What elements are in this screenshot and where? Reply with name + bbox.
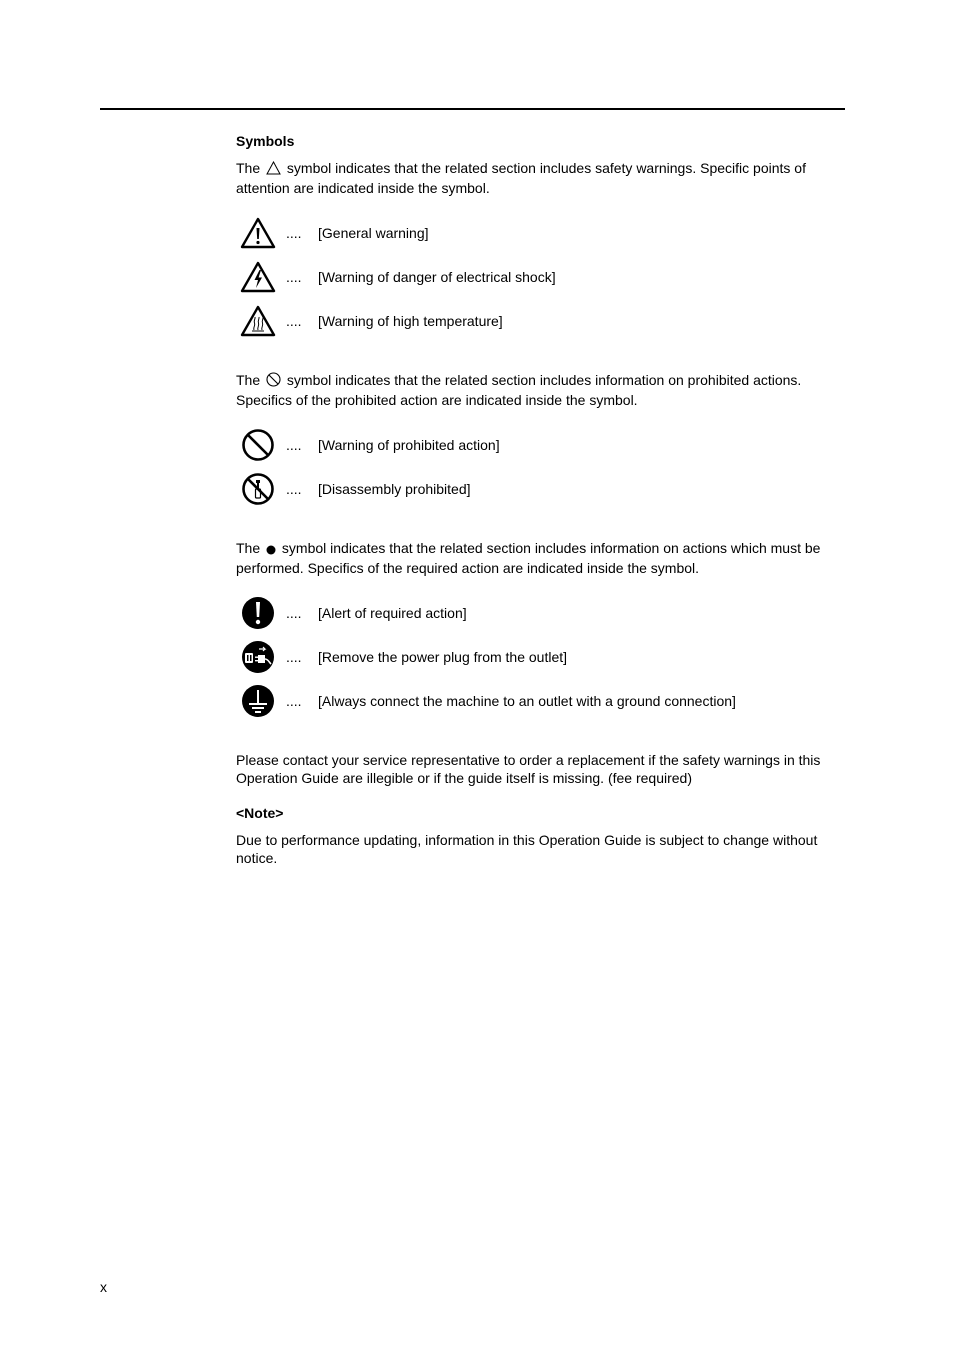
intro-pre-text: The [236, 540, 261, 556]
ground-connection-icon [236, 679, 280, 723]
list-item [236, 299, 842, 343]
leader-dots: .... [286, 481, 302, 497]
intro-pre-text: The [236, 160, 261, 176]
symbol-label: [Alert of required action] [318, 605, 467, 621]
symbol-label: [Warning of prohibited action] [318, 437, 500, 453]
list-item [236, 679, 842, 723]
list-item [236, 255, 842, 299]
remove-power-plug-icon [236, 635, 280, 679]
prohibited-section-intro [236, 371, 842, 409]
leader-dots: .... [286, 313, 302, 329]
high-temperature-warning-icon [236, 299, 280, 343]
header-rule [100, 108, 845, 110]
list-item [236, 423, 842, 467]
symbol-label: [Always connect the machine to an outlet with a ground connection] [318, 693, 736, 709]
leader-dots: .... [286, 693, 302, 709]
disassembly-prohibited-icon [236, 467, 280, 511]
leader-dots: .... [286, 649, 302, 665]
leader-dots: .... [286, 269, 302, 285]
note-paragraph: Due to performance updating, information in this Operation Guide is subject to change without notice. [236, 832, 818, 866]
list-item [236, 211, 842, 255]
symbol-label: [General warning] [318, 225, 429, 241]
symbol-label: [Warning of danger of electrical shock] [318, 269, 556, 285]
filled-circle-icon [266, 541, 276, 559]
intro-post-text: symbol indicates that the related section includes information on actions which must be performed. Specifics of the required action are indicated inside the symbol. [236, 540, 821, 576]
leader-dots: .... [286, 225, 302, 241]
required-section-intro [236, 539, 842, 577]
prohibited-action-icon [236, 423, 280, 467]
list-item [236, 635, 842, 679]
intro-post-text: symbol indicates that the related section includes information on prohibited actions. Specifics of the prohibited action are indicated inside the symbol. [236, 372, 802, 408]
required-symbol-list [236, 591, 842, 723]
contact-paragraph: Please contact your service representative to order a replacement if the safety warnings in this Operation Guide are illegible or if the guide itself is missing. (fee required) [236, 752, 821, 786]
leader-dots: .... [286, 437, 302, 453]
symbols-content [236, 132, 842, 867]
caution-triangle-outline-icon [266, 161, 281, 179]
leader-dots: .... [286, 605, 302, 621]
symbol-label: [Remove the power plug from the outlet] [318, 649, 568, 665]
list-item [236, 591, 842, 635]
symbol-label: [Warning of high temperature] [318, 313, 503, 329]
required-action-alert-icon [236, 591, 280, 635]
note-heading: <Note> [236, 805, 284, 821]
prohibited-symbol-list [236, 423, 842, 511]
electrical-shock-warning-icon [236, 255, 280, 299]
warning-symbol-list [236, 211, 842, 343]
triangle-section-intro [236, 159, 842, 197]
page-number: x [100, 1279, 107, 1295]
general-warning-icon [236, 211, 280, 255]
list-item [236, 467, 842, 511]
symbols-heading: Symbols [236, 133, 295, 149]
prohibited-outline-icon [266, 372, 281, 391]
intro-pre-text: The [236, 372, 261, 388]
symbol-label: [Disassembly prohibited] [318, 481, 471, 497]
intro-post-text: symbol indicates that the related section includes safety warnings. Specific points of attention are indicated inside the symbol. [236, 160, 806, 196]
